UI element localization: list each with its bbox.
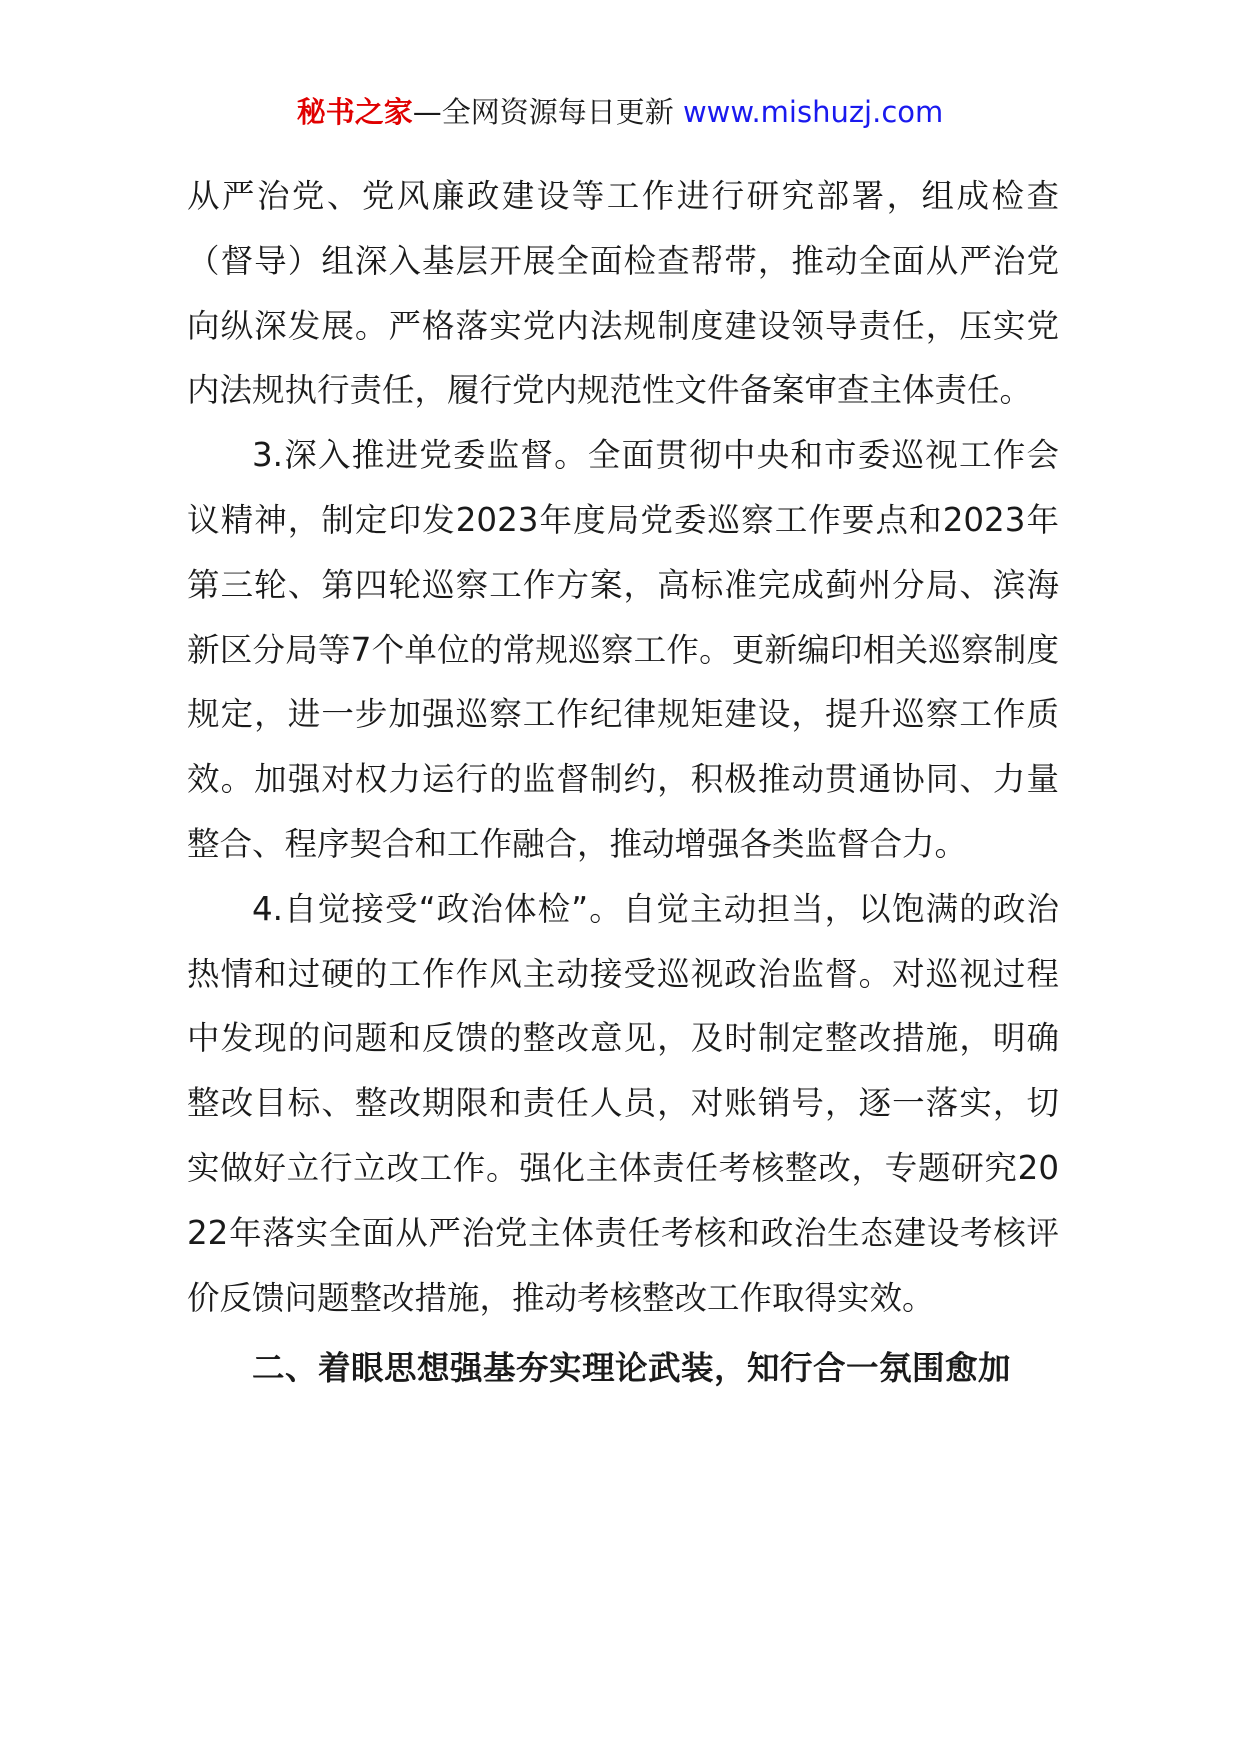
page-header — [0, 92, 1240, 132]
paragraph-item-4: 4.自觉接受“政治体检”。自觉主动担当，以饱满的政治热情和过硬的工作作风主动接受巡视政治监督。对巡视过程中发现的问题和反馈的整改意见，及时制定整改措施，明确整改目标、整改期限和责任人员，对账销号，逐一落实，切实做好立行立改工作。强化主体责任考核整改，专题研究2022年落实全面从严治党主体责任考核和政治生态建设考核评价反馈问题整改措施，推动考核整改工作取得实效。 — [187, 889, 1059, 1317]
document-body — [187, 164, 1059, 1401]
paragraph-continuation: 从严治党、党风廉政建设等工作进行研究部署，组成检查（督导）组深入基层开展全面检查帮带，推动全面从严治党向纵深发展。严格落实党内法规制度建设领导责任，压实党内法规执行责任，履行党内规范性文件备案审查主体责任。 — [187, 177, 1059, 410]
brand-name: 秘书之家 — [296, 95, 413, 129]
section-heading-2: 二、着眼思想强基夯实理论武装，知行合一氛围愈加 — [252, 1348, 1012, 1388]
site-url-link[interactable]: www.mishuzj.com — [682, 95, 944, 129]
header-slogan: —全网资源每日更新 — [412, 95, 683, 129]
paragraph-item-3: 3.深入推进党委监督。全面贯彻中央和市委巡视工作会议精神，制定印发2023年度局党委巡察工作要点和2023年第三轮、第四轮巡察工作方案，高标准完成蓟州分局、滨海新区分局等7个单位的常规巡察工作。更新编印相关巡察制度规定，进一步加强巡察工作纪律规矩建设，提升巡察工作质效。加强对权力运行的监督制约，积极推动贯通协同、力量整合、程序契合和工作融合，推动增强各类监督合力。 — [187, 436, 1059, 863]
